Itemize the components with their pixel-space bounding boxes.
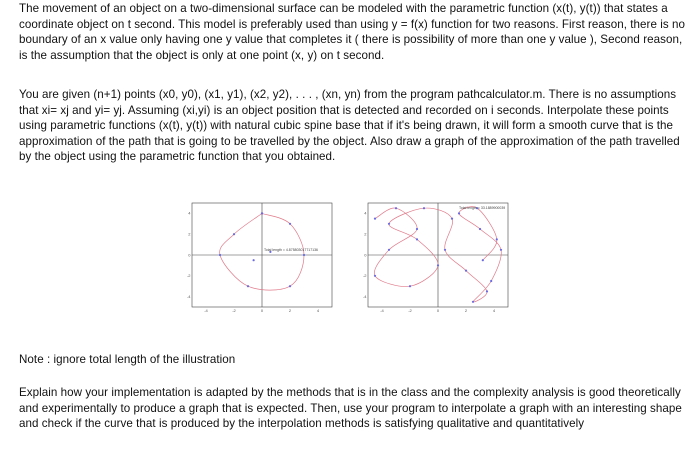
data-point: [423, 207, 425, 209]
data-point: [437, 264, 439, 266]
problem-paragraph-1: The movement of an object on a two-dimensional surface can be modeled with the parametric function (x(t), y(t)) that states a coordinate object on t second. This model is preferably used than using y = f(x) function for two reasons. First reason, there is no boundary of an x value only having one y value that completes it ( there is possibility of more than one y value ), Second reason, is the assumption that the object is only at one point (x, y) on t second.: [19, 2, 685, 62]
legend-label: Total length = 4.875803017717136: [264, 248, 319, 252]
data-point: [490, 280, 492, 282]
data-point: [261, 212, 263, 214]
x-tick-label: -2: [232, 308, 236, 313]
data-point: [388, 249, 390, 251]
y-tick-label: 4: [364, 210, 367, 216]
data-point: [374, 218, 376, 220]
data-point: [500, 249, 502, 251]
y-tick-label: 2: [188, 231, 191, 237]
data-point: [253, 259, 255, 261]
data-point: [496, 238, 498, 240]
data-point: [482, 259, 484, 261]
x-tick-label: -2: [408, 308, 412, 313]
y-tick-label: -4: [186, 293, 191, 299]
chart-right-svg: [358, 195, 518, 315]
x-tick-label: 4: [316, 308, 320, 313]
x-tick-label: 4: [492, 308, 496, 313]
data-point: [465, 270, 467, 272]
x-tick-label: -4: [204, 308, 208, 313]
y-tick-label: 0: [188, 252, 191, 258]
data-point: [289, 285, 291, 287]
legend-label: Total length = 33.1889900039: [459, 206, 506, 210]
x-tick-label: -4: [380, 308, 384, 313]
data-point: [395, 207, 397, 209]
data-point: [303, 254, 305, 256]
chart-left-svg: [182, 195, 342, 315]
data-point: [388, 223, 390, 225]
chart-left-path: [182, 195, 342, 315]
y-tick-label: -4: [362, 293, 367, 299]
data-point: [233, 233, 235, 235]
chart-right-path: [358, 195, 518, 315]
data-point: [451, 218, 453, 220]
data-point: [289, 223, 291, 225]
x-tick-label: 2: [464, 308, 468, 313]
data-point: [472, 301, 474, 303]
y-tick-label: 2: [364, 231, 367, 237]
data-point: [416, 228, 418, 230]
data-point: [444, 249, 446, 251]
problem-paragraph-2: You are given (n+1) points (x0, y0), (x1, y1), (x2, y2), . . . , (xn, yn) from the program pathcalculator.m. There is no assumptions that xi= xj and yi= yj. Assuming (xi,yi) is an object position that is detected and recorded on i seconds. Interpolate these points using parametric functions (x(t), y(t)) with natural cubic spine base that if it's being drawn, it will form a smooth curve that is the approximation of the path that is going to be travelled by the object. Also draw a graph of the approximation of the path travelled by the object using the parametric function that you obtained.: [19, 88, 680, 164]
y-tick-label: -2: [186, 273, 191, 279]
data-point: [409, 285, 411, 287]
data-point: [486, 290, 488, 292]
data-point: [416, 238, 418, 240]
data-point: [247, 285, 249, 287]
data-point: [458, 212, 460, 214]
y-tick-label: -2: [362, 273, 367, 279]
x-tick-label: 0: [260, 308, 264, 313]
data-point: [374, 275, 376, 277]
x-tick-label: 0: [436, 308, 440, 313]
data-point: [479, 228, 481, 230]
y-tick-label: 0: [364, 252, 367, 258]
problem-paragraph-3: Explain how your implementation is adapted by the methods that is in the class and the complexity analysis is good theoretically and experimentally to produce a graph that is expected. Then, use your program to interpolate a graph with an interesting shape and check if the curve that is produced by the interpolation methods is satisfying qualitative and quantitatively: [19, 386, 682, 431]
note-text: Note : ignore total length of the illustration: [19, 353, 236, 366]
y-tick-label: 4: [188, 210, 191, 216]
data-point: [219, 254, 221, 256]
x-tick-label: 2: [288, 308, 292, 313]
